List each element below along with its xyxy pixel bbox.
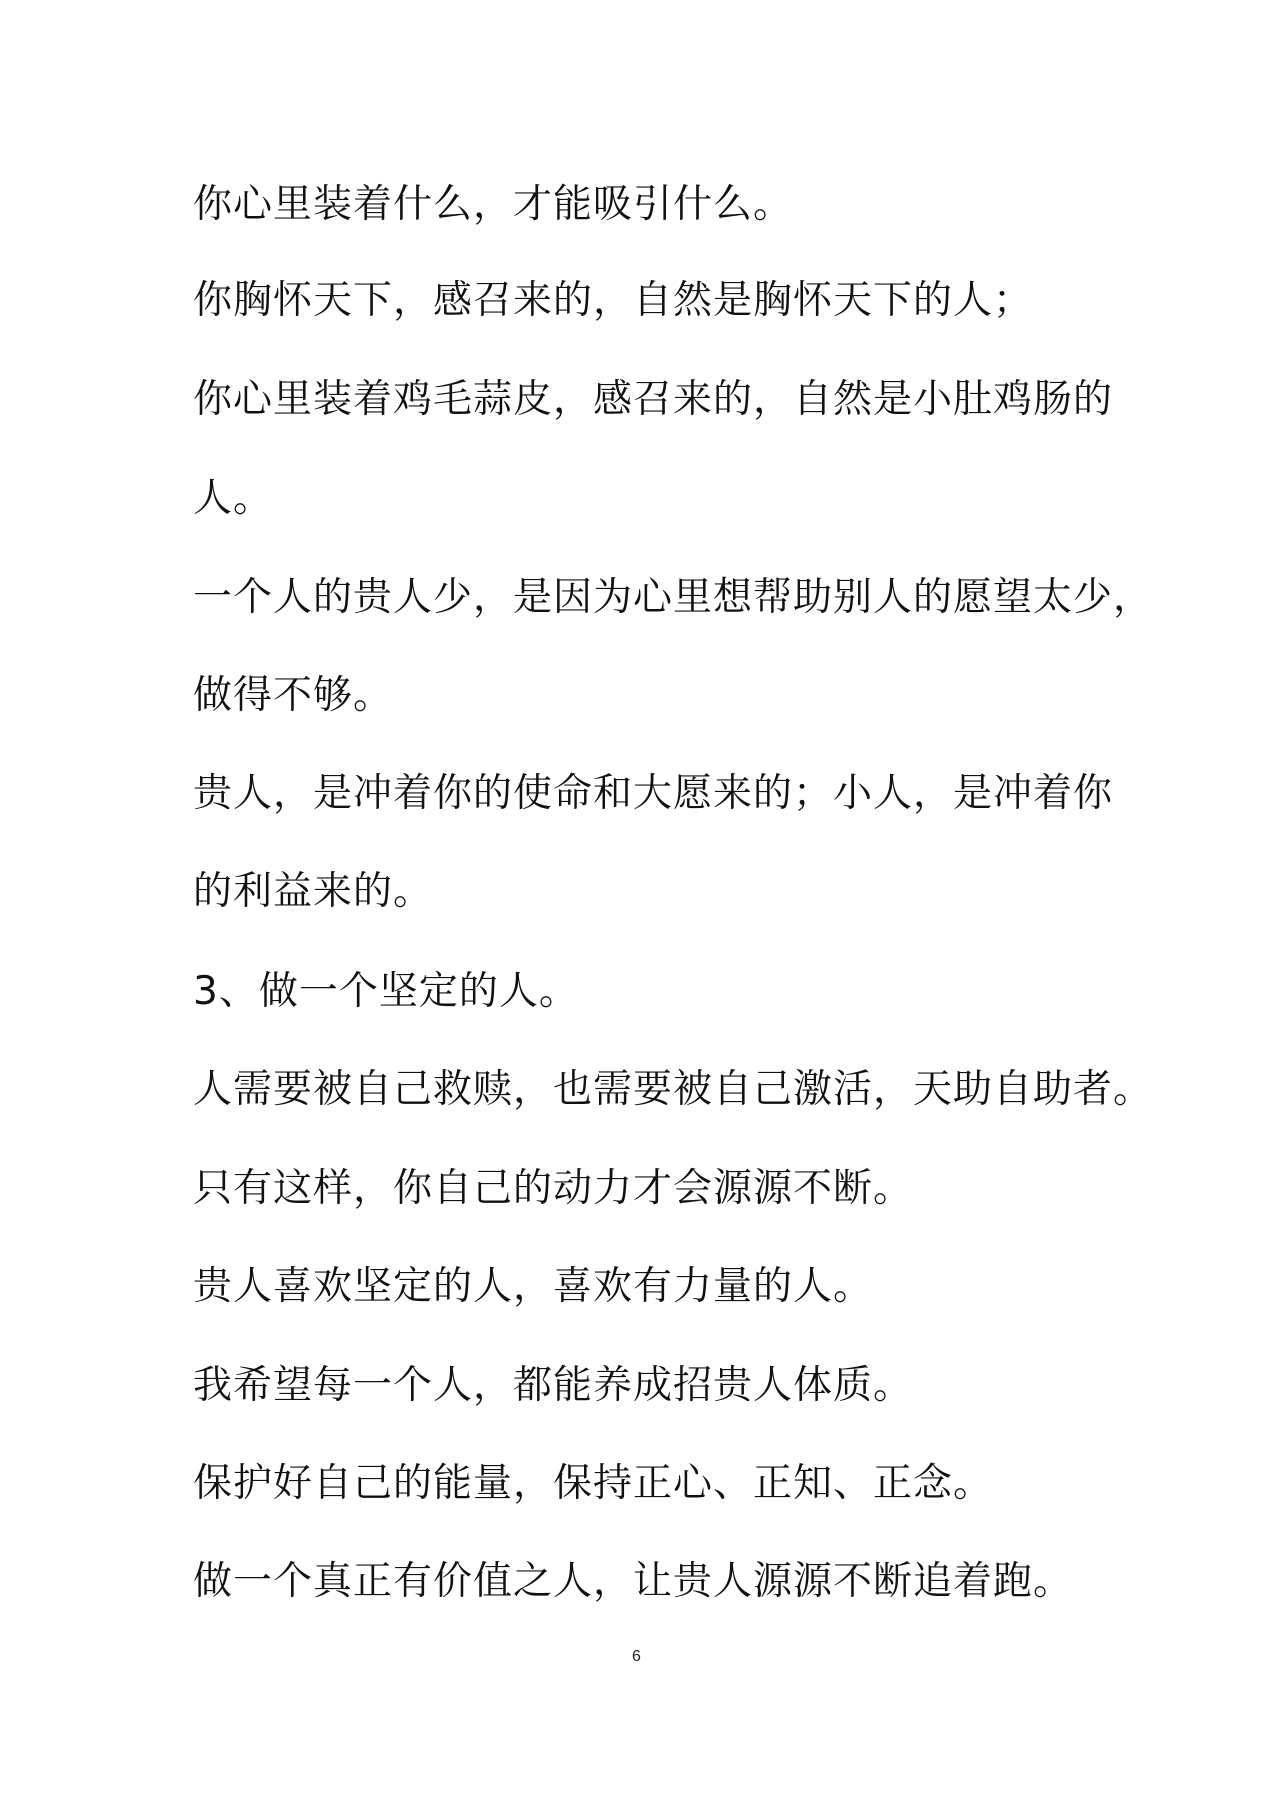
text-line: 你心里装着什么，才能吸引什么。 bbox=[193, 182, 794, 227]
text-line: 人。 bbox=[193, 476, 274, 521]
text-line: 做得不够。 bbox=[193, 673, 394, 718]
text-line: 你心里装着鸡毛蒜皮，感召来的，自然是小肚鸡肠的 bbox=[193, 377, 1114, 422]
text-line: 一个人的贵人少，是因为心里想帮助别人的愿望太少， bbox=[193, 575, 1154, 620]
section-heading: 3、做一个坚定的人。 bbox=[193, 969, 579, 1014]
text-line: 人需要被自己救赎，也需要被自己激活，天助自助者。 bbox=[193, 1067, 1154, 1112]
text-line: 的利益来的。 bbox=[193, 869, 434, 914]
text-line: 做一个真正有价值之人，让贵人源源不断追着跑。 bbox=[193, 1559, 1074, 1604]
text-line: 只有这样，你自己的动力才会源源不断。 bbox=[193, 1166, 914, 1211]
text-line: 我希望每一个人，都能养成招贵人体质。 bbox=[193, 1363, 914, 1408]
text-line: 贵人喜欢坚定的人，喜欢有力量的人。 bbox=[193, 1264, 874, 1309]
text-line: 贵人，是冲着你的使命和大愿来的；小人，是冲着你 bbox=[193, 771, 1114, 816]
page-number: 6 bbox=[632, 1648, 641, 1665]
text-line: 你胸怀天下，感召来的，自然是胸怀天下的人； bbox=[193, 278, 1034, 323]
text-line: 保护好自己的能量，保持正心、正知、正念。 bbox=[193, 1461, 994, 1506]
